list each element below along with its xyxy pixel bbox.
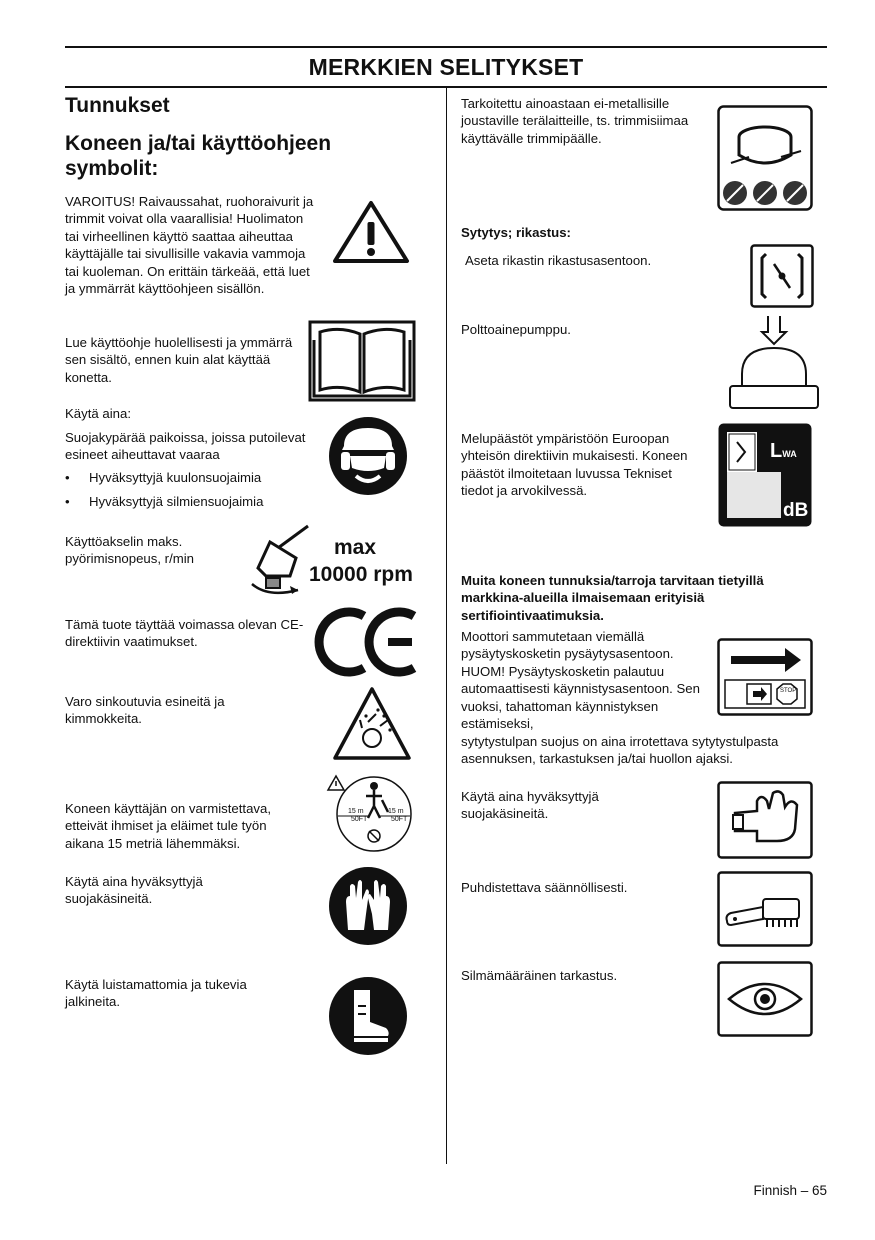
top-rule <box>65 46 827 48</box>
flying-objects-icon <box>332 686 412 762</box>
pump-text: Polttoainepumppu. <box>461 322 571 337</box>
speed-max-label: max <box>334 536 377 559</box>
eye-icon <box>717 961 813 1037</box>
distance-right-m: 15 m <box>388 808 404 815</box>
speed-text: Käyttöakselin maks. pyörimisnopeus, r/min <box>65 534 194 567</box>
stop-switch-icon <box>717 638 813 716</box>
bullet-marker: • <box>65 470 70 485</box>
ce-mark-icon <box>320 608 420 676</box>
heading-symbols: Koneen ja/tai käyttöohjeen symbolit: <box>65 132 332 180</box>
gloves-text-left: Käytä aina hyväksyttyjä suojakäsineitä. <box>65 874 203 907</box>
clean-text: Puhdistettava säännöllisesti. <box>461 880 628 895</box>
noise-db-label: dB <box>783 500 809 521</box>
inspect-text: Silmämääräinen tarkastus. <box>461 968 618 983</box>
heading-tunnukset: Tunnukset <box>65 94 170 117</box>
bullet-eyes-text: Hyväksyttyjä silmiensuojaimia <box>89 494 264 509</box>
ce-text: Tämä tuote täyttää voimassa olevan CE-direktiivin vaatimukset. <box>65 617 304 650</box>
speed-value <box>309 563 413 587</box>
fuel-pump-icon <box>728 314 820 410</box>
glove-icon <box>717 781 813 859</box>
distance-left-m: 15 m <box>348 808 364 815</box>
trimmer-text: Tarkoitettu ainoastaan ei-metallisille joustaville terälaitteille, ts. trimmisiimaa käyttävälle trimmipäälle. <box>461 96 689 146</box>
distance-left-label <box>348 808 367 824</box>
other-heading: Muita koneen tunnuksia/tarroja tarvitaan tietyillä markkina-alueilla ilmaisemaan erityisiä sertifiointivaatimuksia. <box>461 573 764 623</box>
bullet-marker: • <box>65 494 70 509</box>
brush-icon <box>717 871 813 947</box>
objects-text: Varo sinkoutuvia esineitä ja kimmokkeita. <box>65 694 225 727</box>
noise-lwa-main: L <box>770 440 783 462</box>
gloves-text-right: Käytä aina hyväksyttyjä suojakäsineitä. <box>461 789 599 822</box>
distance-right-ft: 50FT <box>391 816 408 823</box>
stop-text-continued: sytytystulpan suojus on aina irrotettava sytytystulpasta asennuksen, tarkastuksen ja/tai huollon ajaksi. <box>461 734 779 767</box>
speed-unit: rpm <box>373 563 413 586</box>
noise-text: Melupäästöt ympäristöön Euroopan yhteisön direktiivin mukaisesti. Koneen päästöt ilmoitetaan luvussa Tekniset tiedot ja arvokilvessä. <box>461 431 688 499</box>
manual-text: Lue käyttöohje huolellisesti ja ymmärrä sen sisältö, ennen kuin alat käyttää konetta. <box>65 335 293 385</box>
boots-icon <box>328 976 408 1056</box>
gloves-icon <box>328 866 408 946</box>
noise-lwa-sub: WA <box>782 449 797 459</box>
shaft-speed-icon <box>248 522 418 600</box>
choke-heading: Sytytys; rikastus: <box>461 225 571 240</box>
warning-text: VAROITUS! Raivaussahat, ruohoraivurit ja trimmit voivat olla vaarallisia! Huolimaton tai virheellinen käyttö saattaa aiheuttaa käyttäjälle tai sivullisille vakavia vammoja tai kuoleman. On erittäin tärkeää, että luet ja ymmärrät käyttöohjeen sisällön. <box>65 194 314 297</box>
column-divider <box>446 88 447 1164</box>
distance-text: Koneen käyttäjän on varmistettava, etteivät ihmiset ja eläimet tule työn aikana 15 metriä lähemmäksi. <box>65 801 271 851</box>
stop-label: STOP <box>780 688 797 694</box>
bullet-hearing <box>65 470 262 485</box>
helmet-protection-icon <box>328 416 408 496</box>
distance-left-ft: 50FT <box>351 816 368 823</box>
page-footer: Finnish – 65 <box>753 1183 827 1198</box>
warning-triangle-icon <box>332 200 410 264</box>
book-icon <box>308 320 416 402</box>
distance-right-label <box>388 808 407 824</box>
trimmer-head-icon <box>717 105 813 211</box>
helmet-text: Suojakypärää paikoissa, joissa putoilevat esineet aiheuttavat vaaraa <box>65 430 306 463</box>
page-title: MERKKIEN SELITYKSET <box>308 54 584 80</box>
bullet-hearing-text: Hyväksyttyjä kuulonsuojaimia <box>89 470 262 485</box>
always-use-label: Käytä aina: <box>65 406 131 421</box>
bullet-eyes <box>65 494 264 509</box>
boots-text: Käytä luistamattomia ja tukevia jalkineita. <box>65 977 247 1010</box>
choke-text: Aseta rikastin rikastusasentoon. <box>465 253 652 268</box>
noise-lwa-label <box>770 440 797 463</box>
choke-icon <box>750 244 814 308</box>
speed-number: 10000 <box>309 563 368 586</box>
stop-text: Moottori sammutetaan viemällä pysäytyskosketin pysäytysasentoon. HUOM! Pysäytyskosketin palautuu automaattisesti käynnistysasentoon. Sen vuoksi, tahattoman käynnistyksen estämiseksi, <box>461 629 700 732</box>
